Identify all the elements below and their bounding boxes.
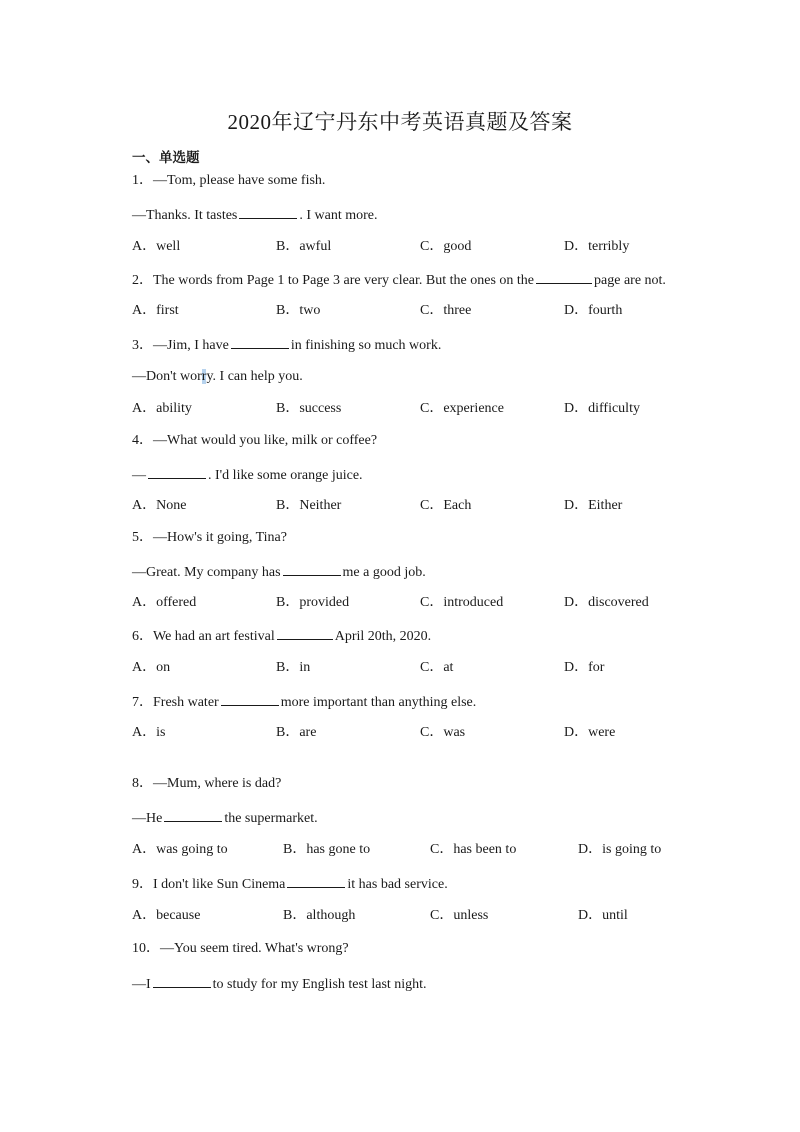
option-b[interactable]: B．has gone to	[283, 842, 371, 857]
question-1-stem: 1．—Tom, please have some fish.	[132, 173, 326, 188]
option-d[interactable]: D．until	[578, 908, 628, 923]
question-8-reply-tail: the supermarket.	[224, 811, 318, 826]
option-b[interactable]: B．in	[276, 660, 311, 675]
question-3-reply-tail: y. I can help you.	[206, 369, 303, 384]
question-2-stem	[132, 270, 666, 290]
question-5-reply-text: —Great. My company has	[132, 565, 281, 580]
question-3-options	[0, 400, 800, 418]
option-a[interactable]: A．ability	[132, 401, 192, 416]
question-7-stem	[132, 692, 476, 712]
question-5-reply	[132, 562, 426, 582]
option-a[interactable]: A．is	[132, 725, 166, 740]
option-d[interactable]: D．difficulty	[564, 401, 640, 416]
option-a[interactable]: A．first	[132, 303, 179, 318]
question-3-stem	[132, 335, 441, 355]
answer-blank	[277, 626, 333, 640]
question-2-options	[0, 302, 800, 320]
question-10-reply	[132, 974, 427, 994]
question-9-text: 9．I don't like Sun Cinema	[132, 877, 286, 892]
question-4-options	[0, 497, 800, 515]
question-3-text: 3．—Jim, I have	[132, 338, 229, 353]
question-9-tail: it has bad service.	[347, 877, 448, 892]
option-c[interactable]: C．good	[420, 239, 472, 254]
answer-blank	[148, 465, 206, 479]
option-b[interactable]: B．Neither	[276, 498, 342, 513]
question-1-reply-text: —Thanks. It tastes	[132, 208, 238, 223]
option-a[interactable]: A．because	[132, 908, 201, 923]
option-c[interactable]: C．has been to	[430, 842, 517, 857]
option-b[interactable]: B．provided	[276, 595, 350, 610]
question-6-text: 6．We had an art festival	[132, 629, 275, 644]
option-d[interactable]: D．fourth	[564, 303, 623, 318]
answer-blank	[231, 335, 289, 349]
option-a[interactable]: A．None	[132, 498, 187, 513]
option-c[interactable]: C．Each	[420, 498, 472, 513]
question-8-options	[0, 841, 800, 859]
option-a[interactable]: A．well	[132, 239, 181, 254]
option-d[interactable]: D．for	[564, 660, 605, 675]
question-6-options	[0, 659, 800, 677]
answer-blank	[164, 808, 222, 822]
question-1-reply-tail: . I want more.	[299, 208, 378, 223]
option-b[interactable]: B．although	[283, 908, 356, 923]
question-1-options	[0, 238, 800, 256]
question-8-reply-text: —He	[132, 811, 163, 826]
answer-blank	[239, 205, 297, 219]
question-10-stem: 10．—You seem tired. What's wrong?	[132, 941, 349, 956]
question-5-stem: 5．—How's it going, Tina?	[132, 530, 287, 545]
document-title: 2020年辽宁丹东中考英语真题及答案	[227, 110, 573, 134]
answer-blank	[287, 874, 345, 888]
question-10-reply-text: —I	[132, 977, 151, 992]
answer-blank	[283, 562, 341, 576]
option-d[interactable]: D．were	[564, 725, 616, 740]
question-7-text: 7．Fresh water	[132, 695, 219, 710]
option-a[interactable]: A．on	[132, 660, 171, 675]
question-8-reply	[132, 808, 318, 828]
option-c[interactable]: C．unless	[430, 908, 489, 923]
question-5-reply-tail: me a good job.	[342, 565, 426, 580]
option-d[interactable]: D．terribly	[564, 239, 630, 254]
question-3-reply	[132, 368, 303, 386]
question-2-text: 2．The words from Page 1 to Page 3 are very clear. But the ones on the	[132, 273, 535, 288]
question-4-reply-tail: . I'd like some orange juice.	[208, 468, 363, 483]
option-b[interactable]: B．are	[276, 725, 317, 740]
option-b[interactable]: B．success	[276, 401, 342, 416]
option-a[interactable]: A．offered	[132, 595, 197, 610]
section-heading: 一、单选题	[132, 150, 200, 166]
question-9-stem	[132, 874, 448, 894]
question-6-tail: April 20th, 2020.	[334, 629, 432, 644]
question-7-tail: more important than anything else.	[280, 695, 477, 710]
option-b[interactable]: B．two	[276, 303, 321, 318]
question-2-tail: page are not.	[594, 273, 666, 288]
question-7-options	[0, 724, 800, 742]
option-d[interactable]: D．Either	[564, 498, 623, 513]
option-b[interactable]: B．awful	[276, 239, 332, 254]
question-8-stem: 8．—Mum, where is dad?	[132, 776, 282, 791]
option-c[interactable]: C．at	[420, 660, 454, 675]
option-d[interactable]: D．discovered	[564, 595, 649, 610]
question-6-stem	[132, 626, 431, 646]
option-c[interactable]: C．was	[420, 725, 466, 740]
answer-blank	[153, 974, 211, 988]
answer-blank	[536, 270, 592, 284]
question-9-options	[0, 907, 800, 925]
question-4-stem: 4．—What would you like, milk or coffee?	[132, 433, 378, 448]
option-a[interactable]: A．was going to	[132, 842, 228, 857]
question-10-reply-tail: to study for my English test last night.	[212, 977, 427, 992]
question-3-reply-text: —Don't wor	[132, 369, 202, 384]
option-d[interactable]: D．is going to	[578, 842, 662, 857]
option-c[interactable]: C．introduced	[420, 595, 504, 610]
question-4-reply	[132, 465, 363, 485]
question-1-reply	[132, 205, 378, 225]
text-cursor-highlight: r	[201, 369, 207, 384]
question-4-reply-text: —	[132, 468, 146, 483]
question-3-tail: in finishing so much work.	[290, 338, 442, 353]
answer-blank	[221, 692, 279, 706]
question-5-options	[0, 594, 800, 612]
option-c[interactable]: C．experience	[420, 401, 504, 416]
option-c[interactable]: C．three	[420, 303, 472, 318]
